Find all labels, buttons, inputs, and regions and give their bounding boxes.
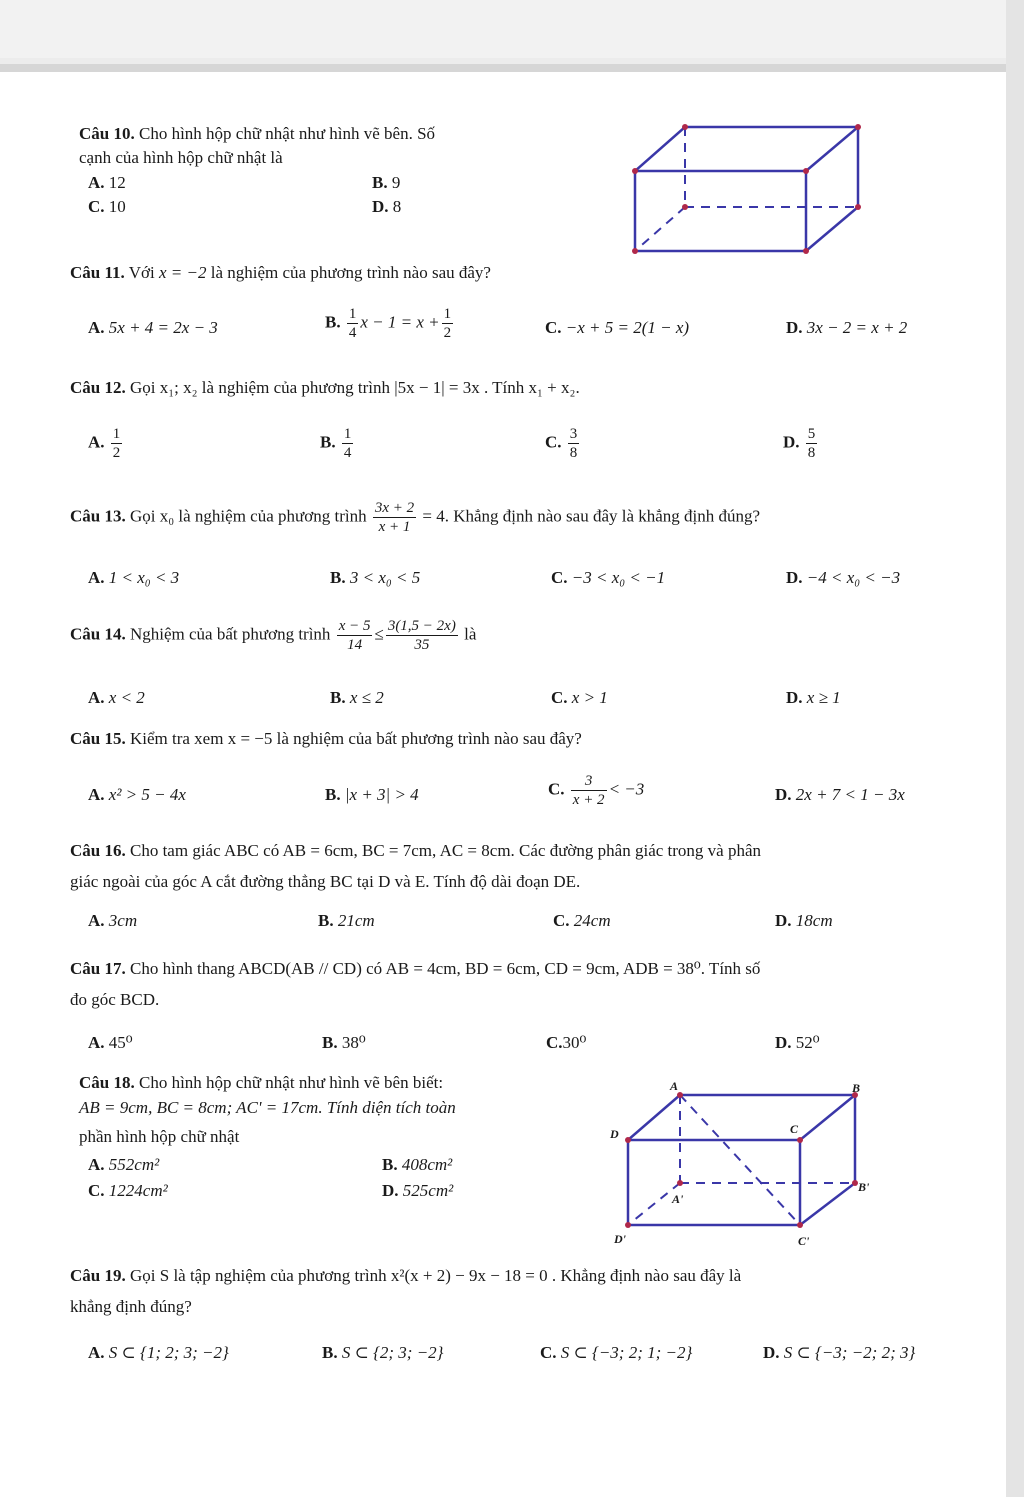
q11-number: Câu 11.	[70, 263, 125, 282]
label-b: B	[852, 1081, 861, 1095]
q10-box-figure	[625, 117, 875, 257]
q13-text-pre: Gọi x₀ là nghiệm của phương trình	[129, 506, 367, 526]
q11-option-d: D. 3x − 2 = x + 2	[786, 318, 908, 337]
q14-option-c: C. x > 1	[551, 688, 608, 707]
q16-text2: giác ngoài của góc A cắt đường thẳng BC tại D và E. Tính độ dài đoạn DE.	[70, 872, 581, 891]
label-a1: A'	[672, 1192, 684, 1206]
q17-text2: đo góc BCD.	[70, 990, 160, 1009]
q15-line	[70, 728, 582, 750]
q17-text1: Cho hình thang ABCD(AB // CD) có AB = 4cm, BD = 6cm, CD = 9cm, ADB = 38⁰. Tính số	[129, 959, 761, 978]
q11-option-c: C. −x + 5 = 2(1 − x)	[545, 318, 690, 337]
q19-option-a: A. S ⊂ {1; 2; 3; −2}	[88, 1343, 229, 1362]
q12-option-d: D. $\frac{5}{8}$	[783, 426, 816, 461]
q16-option-c: C. 24cm	[553, 911, 611, 930]
q16-line1	[70, 840, 761, 862]
q19-option-b: B. S ⊂ {2; 3; −2}	[322, 1343, 444, 1362]
q16-option-b: B. 21cm	[318, 911, 375, 930]
q17-number: Câu 17.	[70, 959, 126, 978]
q10-option-b: B. 9	[372, 173, 401, 192]
q13-text-post: = 4. Khẳng định nào sau đây là khẳng định đúng?	[422, 506, 761, 526]
q19-text1: Gọi S là tập nghiệm của phương trình x²(x + 2) − 9x − 18 = 0 . Khẳng định nào sau đây là	[129, 1266, 742, 1285]
q18-text3: phần hình hộp chữ nhật	[79, 1127, 240, 1146]
q19-option-d: D. S ⊂ {−3; −2; 2; 3}	[763, 1343, 916, 1362]
q15-option-b: B. |x + 3| > 4	[325, 785, 419, 804]
q11-option-b: B. $\frac{1}{4}$ x − 1 = x + $\frac{1}{2}$	[325, 306, 452, 341]
q14-line: Câu 14. Nghiệm của bất phương trình $\frac{x - 5}{14}$ ≤ $\frac{3(1,5 - 2x)}{35}$ là	[70, 618, 477, 653]
q14-number: Câu 14.	[70, 624, 126, 644]
q16-text1: Cho tam giác ABC có AB = 6cm, BC = 7cm, AC = 8cm. Các đường phân giác trong và phân	[129, 841, 762, 860]
q19-option-c: C. S ⊂ {−3; 2; 1; −2}	[540, 1343, 693, 1362]
q17-option-a: A. 45⁰	[88, 1033, 133, 1052]
q13-line: Câu 13. Gọi x₀ là nghiệm của phương trình $\frac{3x + 2}{x + 1}$ = 4. Khẳng định nào sau đây là khẳng định đúng?	[70, 500, 761, 535]
q15-text: Kiểm tra xem x = −5 là nghiệm của bất phương trình nào sau đây?	[129, 729, 582, 748]
q14-text-pre: Nghiệm của bất phương trình	[129, 624, 331, 644]
q14-option-b: B. x ≤ 2	[330, 688, 384, 707]
q14-option-d: D. x ≥ 1	[786, 688, 841, 707]
q12-option-a: A. $\frac{1}{2}$	[88, 426, 121, 461]
q17-line1	[70, 958, 760, 980]
q13-number: Câu 13.	[70, 506, 126, 526]
q11-option-a: A. 5x + 4 = 2x − 3	[88, 318, 218, 337]
q11-text-post: là nghiệm của phương trình nào sau đây?	[210, 263, 491, 282]
q10-option-a: A. 12	[88, 173, 126, 192]
q17-option-c: C.30⁰	[546, 1033, 587, 1052]
q16-option-a: A. 3cm	[88, 911, 138, 930]
viewer-top-bar	[0, 0, 1024, 58]
q16-option-d: D. 18cm	[775, 911, 833, 930]
q15-number: Câu 15.	[70, 729, 126, 748]
q17-option-d: D. 52⁰	[775, 1033, 820, 1052]
q10-option-c: C. 10	[88, 197, 126, 216]
q19-number: Câu 19.	[70, 1266, 126, 1285]
q13-option-b: B. 3 < x₀ < 5	[330, 568, 421, 587]
q16-number: Câu 16.	[70, 841, 126, 860]
viewer-top-divider	[0, 64, 1024, 72]
q12-line	[70, 377, 580, 399]
q19-text2: khẳng định đúng?	[70, 1297, 192, 1316]
q12-option-b: B. $\frac{1}{4}$	[320, 426, 352, 461]
q11-line	[70, 262, 491, 284]
q10-number: Câu 10.	[79, 124, 135, 143]
label-a: A	[670, 1080, 679, 1093]
label-c1: C'	[798, 1234, 810, 1248]
q10-text1: Cho hình hộp chữ nhật như hình vẽ bên. Số	[138, 124, 436, 143]
label-d1: D'	[614, 1232, 626, 1246]
q17-option-b: B. 38⁰	[322, 1033, 366, 1052]
exam-page	[0, 72, 1006, 1497]
q18-box-figure	[600, 1080, 875, 1262]
q18-line1	[79, 1072, 443, 1094]
label-d: D	[610, 1127, 619, 1141]
viewer-right-edge	[1006, 0, 1024, 1497]
q11-text-pre: Với	[128, 263, 155, 282]
q18-option-a: A. 552cm²	[88, 1155, 160, 1174]
q18-text1: Cho hình hộp chữ nhật như hình vẽ bên biết:	[138, 1073, 444, 1092]
label-c: C	[790, 1122, 799, 1136]
q11-math: x = −2	[159, 263, 207, 282]
q12-text: Gọi x₁; x₂ là nghiệm của phương trình |5x − 1| = 3x . Tính x₁ + x₂.	[129, 378, 580, 397]
q10-option-d: D. 8	[372, 197, 402, 216]
q18-option-d: D. 525cm²	[382, 1181, 454, 1200]
q14-option-a: A. x < 2	[88, 688, 145, 707]
q18-option-b: B. 408cm²	[382, 1155, 453, 1174]
q12-number: Câu 12.	[70, 378, 126, 397]
q19-line1	[70, 1265, 741, 1287]
q15-option-d: D. 2x + 7 < 1 − 3x	[775, 785, 905, 804]
q18-text2: AB = 9cm, BC = 8cm; AC' = 17cm. Tính diện tích toàn	[79, 1098, 456, 1117]
q14-text-post: là	[464, 624, 477, 644]
q15-option-c: C. $\frac{3}{x + 2}$ < −3	[548, 773, 645, 808]
label-b1: B'	[858, 1180, 870, 1194]
q12-option-c: C. $\frac{3}{8}$	[545, 426, 578, 461]
q13-option-c: C. −3 < x₀ < −1	[551, 568, 666, 587]
q10-text2: cạnh của hình hộp chữ nhật là	[79, 148, 283, 167]
q18-option-c: C. 1224cm²	[88, 1181, 168, 1200]
q13-option-a: A. 1 < x₀ < 3	[88, 568, 180, 587]
q15-option-a: A. x² > 5 − 4x	[88, 785, 186, 804]
q13-option-d: D. −4 < x₀ < −3	[786, 568, 901, 587]
q18-number: Câu 18.	[79, 1073, 135, 1092]
q10-line1	[79, 123, 435, 145]
